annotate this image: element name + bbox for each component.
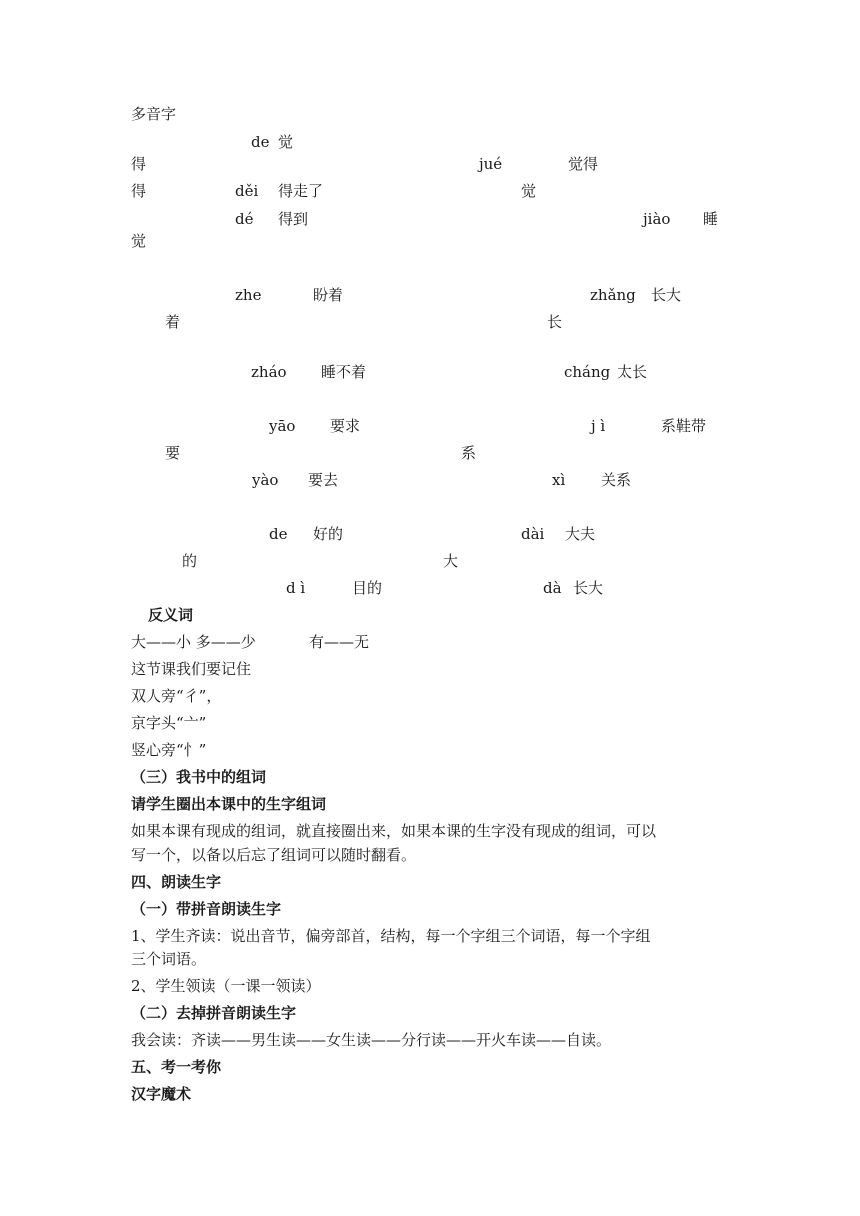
char-da: 大 xyxy=(443,552,459,570)
section4-paragraph: 我会读：齐读——男生读——女生读——分行读——开火车读——自读。 xyxy=(131,1031,612,1049)
pinyin-jiao: jiào xyxy=(643,210,671,228)
remember-item: 竖心旁“忄” xyxy=(131,741,207,759)
pinyin-ji: j ì xyxy=(591,417,606,435)
pinyin-chang: cháng xyxy=(564,363,611,381)
word-de-2: 好的 xyxy=(313,525,344,543)
pinyin-xi: xì xyxy=(552,471,566,489)
pinyin-zhe: zhe xyxy=(235,286,262,304)
word-yao1: 要求 xyxy=(330,417,361,435)
word-zhang: 长大 xyxy=(651,286,682,304)
section4-item1: 1、学生齐读：说出音节，偏旁部首，结构，每一个字组三个词语，每一个字组 xyxy=(131,927,651,945)
section5-heading: 五、考一考你 xyxy=(131,1058,222,1076)
word-yao4: 要去 xyxy=(308,471,339,489)
antonym-heading: 反义词 xyxy=(148,606,194,624)
word-de-rising: 得到 xyxy=(278,210,309,228)
word-xi: 关系 xyxy=(601,471,632,489)
remember-intro: 这节课我们要记住 xyxy=(131,660,252,678)
char-de-3: 的 xyxy=(182,552,198,570)
section5-subheading: 汉字魔术 xyxy=(131,1085,192,1103)
section3-paragraph: 写一个，以备以后忘了组词可以随时翻看。 xyxy=(131,846,417,864)
char-yao: 要 xyxy=(165,444,181,462)
word-dai: 大夫 xyxy=(565,525,596,543)
antonym-pairs-b: 有——无 xyxy=(309,633,370,651)
polyphone-heading: 多音字 xyxy=(131,105,177,123)
section3-subheading: 请学生圈出本课中的生字组词 xyxy=(131,795,327,813)
word-di: 目的 xyxy=(352,579,383,597)
remember-item: 京字头“亠” xyxy=(131,714,207,732)
section4-heading: 四、朗读生字 xyxy=(131,873,222,891)
pinyin-yao1: yāo xyxy=(269,417,296,435)
pinyin-zhao: zháo xyxy=(251,363,287,381)
word-ji: 系鞋带 xyxy=(661,417,707,435)
pinyin-di: d ì xyxy=(286,579,306,597)
word-zhe: 盼着 xyxy=(313,286,344,304)
section4-sub2: （二）去掉拼音朗读生字 xyxy=(131,1004,297,1022)
pinyin-dai: dài xyxy=(521,525,545,543)
word-jue: 觉得 xyxy=(568,155,599,173)
pinyin-de-light: de xyxy=(251,133,270,151)
char-xi: 系 xyxy=(461,444,477,462)
pinyin-dei: děi xyxy=(235,182,259,200)
pinyin-jue: jué xyxy=(479,155,503,173)
char-zhe: 着 xyxy=(165,313,181,331)
word-zhao: 睡不着 xyxy=(321,363,367,381)
char-jue: 觉 xyxy=(521,182,537,200)
word-jiao-wrap: 觉 xyxy=(131,232,147,250)
pinyin-de-2: de xyxy=(269,525,288,543)
antonym-pairs-a: 大——小 多——少 xyxy=(131,633,256,651)
section4-sub1: （一）带拼音朗读生字 xyxy=(131,900,282,918)
section3-heading: （三）我书中的组词 xyxy=(131,768,267,786)
remember-item: 双人旁“彳”， xyxy=(131,687,222,705)
pinyin-zhang: zhǎng xyxy=(590,286,636,304)
char-de: 得 xyxy=(131,155,147,173)
word-chang: 太长 xyxy=(617,363,648,381)
section4-item1-cont: 三个词语。 xyxy=(131,950,207,968)
char-de-2: 得 xyxy=(131,182,147,200)
char-zhang: 长 xyxy=(547,313,563,331)
pinyin-yao4: yào xyxy=(252,471,279,489)
word-da: 长大 xyxy=(573,579,604,597)
pinyin-da: dà xyxy=(543,579,562,597)
word-jiao: 睡 xyxy=(703,210,719,228)
word-de-light: 觉 xyxy=(278,133,294,151)
pinyin-de-rising: dé xyxy=(235,210,254,228)
word-dei: 得走了 xyxy=(278,182,324,200)
section3-paragraph: 如果本课有现成的组词，就直接圈出来，如果本课的生字没有现成的组词，可以 xyxy=(131,822,657,840)
section4-item2: 2、学生领读（一课一领读） xyxy=(131,977,321,995)
